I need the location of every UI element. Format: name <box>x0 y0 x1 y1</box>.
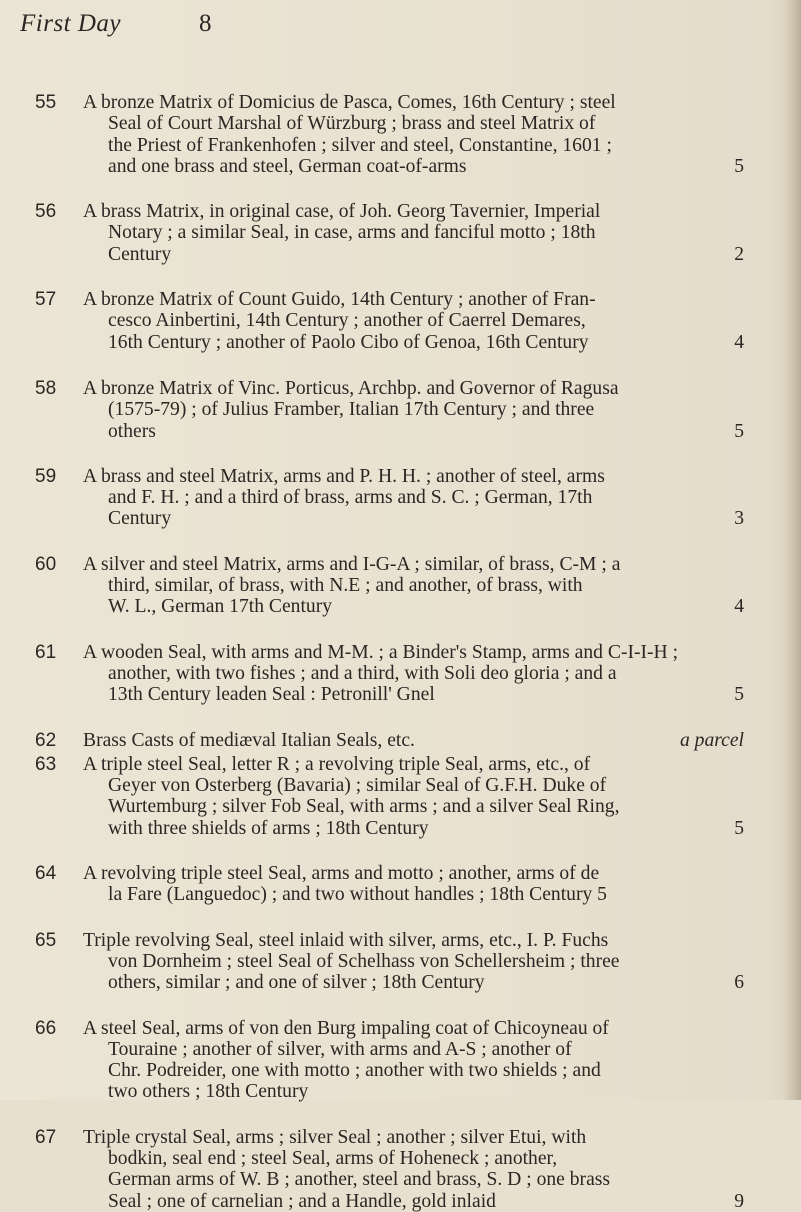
lot-entry <box>0 92 801 177</box>
lot-entry <box>0 554 801 618</box>
lot-description <box>83 642 744 706</box>
lot-description-line: Wurtemburg ; silver Fob Seal, with arms ; and a silver Seal Ring, <box>108 796 620 818</box>
lot-description <box>83 554 744 618</box>
lot-number: 62 <box>35 729 57 751</box>
lot-description-line: A bronze Matrix of Count Guido, 14th Century ; another of Fran- <box>83 289 596 311</box>
lot-entry <box>0 201 801 265</box>
lot-number: 60 <box>35 553 57 575</box>
lot-description <box>83 201 744 265</box>
lot-description-line: Chr. Podreider, one with motto ; another with two shields ; and <box>108 1060 601 1082</box>
lot-description-line: Century 2 <box>108 243 744 265</box>
lot-description-line: 13th Century leaden Seal : Petronill' Gnel 5 <box>108 684 744 706</box>
lot-quantity: 3 <box>734 508 744 530</box>
lot-description-line: with three shields of arms ; 18th Century 5 <box>108 817 744 839</box>
lot-description-line: two others ; 18th Century <box>108 1081 309 1103</box>
lot-description-line: Seal ; one of carnelian ; and a Handle, gold inlaid 9 <box>108 1190 744 1212</box>
lot-number: 64 <box>35 863 57 885</box>
lot-description-line: Geyer von Osterberg (Bavaria) ; similar Seal of G.F.H. Duke of <box>108 775 607 797</box>
lot-description-line: Seal of Court Marshal of Würzburg ; brass and steel Matrix of <box>108 113 596 135</box>
lot-quantity: 4 <box>734 331 744 353</box>
lot-quantity: 5 <box>734 684 744 706</box>
lot-description-line: von Dornheim ; steel Seal of Schelhass von Schellersheim ; three <box>108 950 620 972</box>
lot-description-line: another, with two fishes ; and a third, with Soli deo gloria ; and a <box>108 662 617 684</box>
lot-description-line: and one brass and steel, German coat-of-arms 5 <box>108 155 744 177</box>
lot-description-line: A steel Seal, arms of von den Burg impaling coat of Chicoyneau of <box>83 1017 609 1039</box>
lot-number: 63 <box>35 753 57 775</box>
lot-description-line: Brass Casts of mediæval Italian Seals, etc. a parcel <box>83 729 744 751</box>
lot-description-line: others, similar ; and one of silver ; 18th Century 6 <box>108 972 744 994</box>
lot-entry <box>0 930 801 994</box>
lot-description-line: German arms of W. B ; another, steel and brass, S. D ; one brass <box>108 1169 611 1191</box>
page-header-title: First Day <box>20 10 122 37</box>
lot-entry <box>0 378 801 442</box>
lot-number: 55 <box>35 92 57 113</box>
lot-entry <box>0 863 801 906</box>
lot-entry <box>0 730 801 751</box>
lot-description-line: 16th Century ; another of Paolo Cibo of Genoa, 16th Century 4 <box>108 331 744 353</box>
lot-description-line: others 5 <box>108 420 744 442</box>
lot-description-line: Century 3 <box>108 508 744 530</box>
lot-description-line: A bronze Matrix of Domicius de Pasca, Comes, 16th Century ; steel <box>83 92 616 113</box>
lot-quantity: 5 <box>734 155 744 177</box>
lot-description-line: A revolving triple steel Seal, arms and motto ; another, arms of de <box>83 863 600 885</box>
lot-description-line: A brass and steel Matrix, arms and P. H. H. ; another of steel, arms <box>83 465 605 487</box>
lot-quantity: a parcel <box>679 729 744 751</box>
page-number: 8 <box>199 10 212 37</box>
lot-number: 65 <box>35 929 57 951</box>
lot-description <box>83 754 744 839</box>
lot-description <box>83 466 744 530</box>
lot-description-line: W. L., German 17th Century 4 <box>108 596 744 618</box>
lot-number: 59 <box>35 465 57 487</box>
lot-description-line: cesco Ainbertini, 14th Century ; another of Caerrel Demares, <box>108 310 586 332</box>
lot-entry <box>0 289 801 353</box>
lot-description-line: A triple steel Seal, letter R ; a revolving triple Seal, arms, etc., of <box>83 753 591 775</box>
lot-description-line: Triple crystal Seal, arms ; silver Seal ; another ; silver Etui, with <box>83 1126 587 1148</box>
lot-description-line: the Priest of Frankenhofen ; silver and steel, Constantine, 1601 ; <box>108 134 612 156</box>
lot-description-line: la Fare (Languedoc) ; and two without handles ; 18th Century 5 <box>108 884 607 906</box>
lot-entry <box>0 466 801 530</box>
lot-quantity: 6 <box>734 972 744 994</box>
lot-description <box>83 378 744 442</box>
lot-description <box>83 730 744 751</box>
lot-list <box>0 92 801 1212</box>
lot-number: 56 <box>35 201 57 223</box>
lot-description <box>83 1018 744 1103</box>
lot-description-line: A bronze Matrix of Vinc. Porticus, Archbp. and Governor of Ragusa <box>83 377 619 399</box>
lot-description-line: Touraine ; another of silver, with arms and A-S ; another of <box>108 1038 572 1060</box>
lot-quantity: 5 <box>734 420 744 442</box>
lot-number: 67 <box>35 1126 57 1148</box>
lot-description-line: (1575-79) ; of Julius Framber, Italian 17th Century ; and three <box>108 399 595 421</box>
lot-entry <box>0 1018 801 1103</box>
lot-quantity: 2 <box>734 243 744 265</box>
lot-description-line: third, similar, of brass, with N.E ; and another, of brass, with <box>108 575 583 597</box>
lot-quantity: 5 <box>734 817 744 839</box>
lot-number: 61 <box>35 641 57 663</box>
lot-description <box>83 863 744 906</box>
lot-description <box>83 930 744 994</box>
lot-description <box>83 92 744 177</box>
lot-description-line: Notary ; a similar Seal, in case, arms and fanciful motto ; 18th <box>108 222 596 244</box>
lot-number: 57 <box>35 289 57 311</box>
lot-number: 66 <box>35 1017 57 1039</box>
lot-entry <box>0 1127 801 1212</box>
lot-description-line: A silver and steel Matrix, arms and I-G-A ; similar, of brass, C-M ; a <box>83 553 621 575</box>
lot-description-line: Triple revolving Seal, steel inlaid with silver, arms, etc., I. P. Fuchs <box>83 929 609 951</box>
lot-description-line: bodkin, seal end ; steel Seal, arms of Hoheneck ; another, <box>108 1147 558 1169</box>
lot-entry <box>0 754 801 839</box>
lot-description-line: and F. H. ; and a third of brass, arms and S. C. ; German, 17th <box>108 487 593 509</box>
lot-entry <box>0 642 801 706</box>
lot-description <box>83 1127 744 1212</box>
lot-description-line: A brass Matrix, in original case, of Joh. Georg Tavernier, Imperial <box>83 201 601 223</box>
lot-quantity: 4 <box>734 596 744 618</box>
lot-description <box>83 289 744 353</box>
lot-number: 58 <box>35 377 57 399</box>
lot-quantity: 9 <box>734 1190 744 1212</box>
lot-description-line: A wooden Seal, with arms and M-M. ; a Binder's Stamp, arms and C-I-I-H ; <box>83 641 679 663</box>
